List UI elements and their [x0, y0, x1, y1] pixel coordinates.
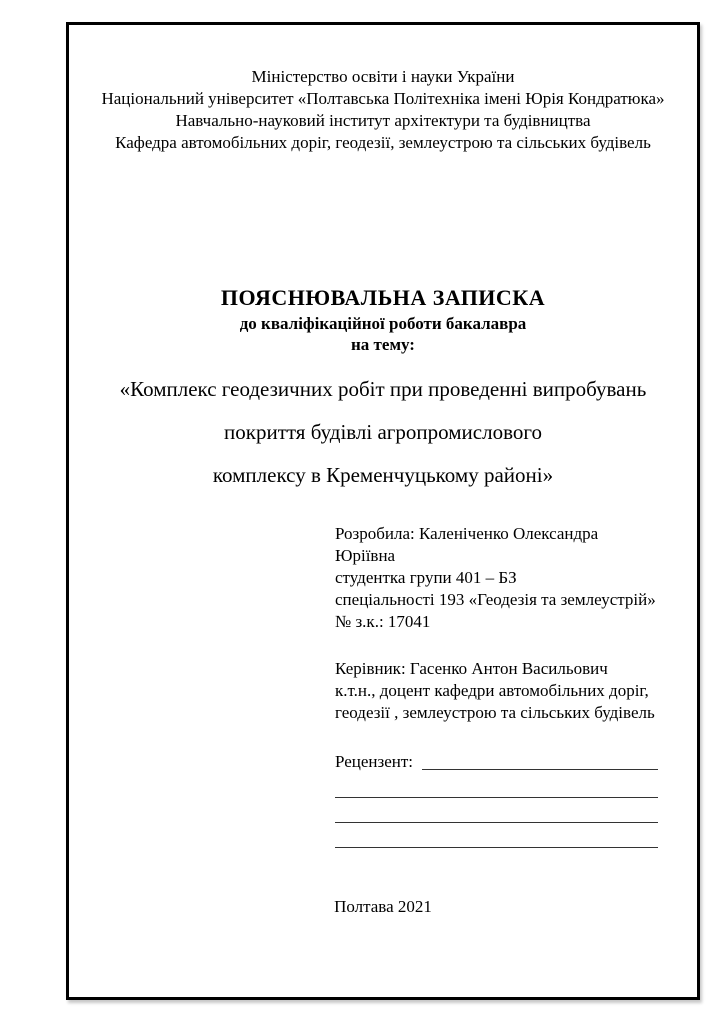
author-section: [335, 523, 662, 633]
document-title: ПОЯСНЮВАЛЬНА ЗАПИСКА: [220, 285, 546, 310]
theme-line: комплексу в Кременчуцькому районі»: [212, 463, 554, 487]
ministry-line: Міністерство освіти і науки України: [251, 67, 515, 86]
thesis-theme: [69, 368, 697, 497]
document-subtitle: до кваліфікаційної роботи бакалавра: [239, 314, 527, 333]
author-name-line: Розробила: Каленіченко Олександра Юріївна: [335, 524, 599, 565]
university-line: Національний університет «Полтавська Політехніка імені Юрія Кондратюка»: [101, 89, 665, 108]
institution-header: [69, 66, 697, 154]
reviewer-blank-line: [335, 773, 658, 798]
author-specialty-line: спеціальності 193 «Геодезія та землеустрій»: [335, 590, 656, 609]
reviewer-row: [335, 748, 658, 773]
city-year-footer: Полтава 2021: [334, 897, 432, 916]
institute-line: Навчально-науковий інститут архітектури та будівництва: [175, 111, 591, 130]
supervisor-title-line: к.т.н., доцент кафедри автомобільних доріг,: [335, 681, 649, 700]
reviewer-signature-line: [422, 769, 658, 770]
theme-line: покриття будівлі агропромислового: [224, 420, 542, 444]
author-group-line: студентка групи 401 – БЗ: [335, 568, 517, 587]
document-page-border: [66, 22, 700, 1000]
theme-line: «Комплекс геодезичних робіт при проведенні випробувань: [119, 377, 647, 401]
supervisor-department-line: геодезії , землеустрою та сільських будівель: [335, 703, 655, 722]
reviewer-label: Рецензент:: [335, 752, 414, 771]
title-block: [69, 283, 697, 355]
credits-column: [335, 523, 662, 848]
reviewer-blank-line: [335, 798, 658, 823]
supervisor-section: [335, 658, 662, 724]
reviewer-section: [335, 748, 658, 848]
department-line: Кафедра автомобільних доріг, геодезії, землеустрою та сільських будівель: [115, 133, 651, 152]
supervisor-name-line: Керівник: Гасенко Антон Васильович: [335, 659, 608, 678]
reviewer-blank-line: [335, 823, 658, 848]
theme-intro-label: на тему:: [351, 335, 415, 354]
author-record-number-line: № з.к.: 17041: [335, 612, 431, 631]
